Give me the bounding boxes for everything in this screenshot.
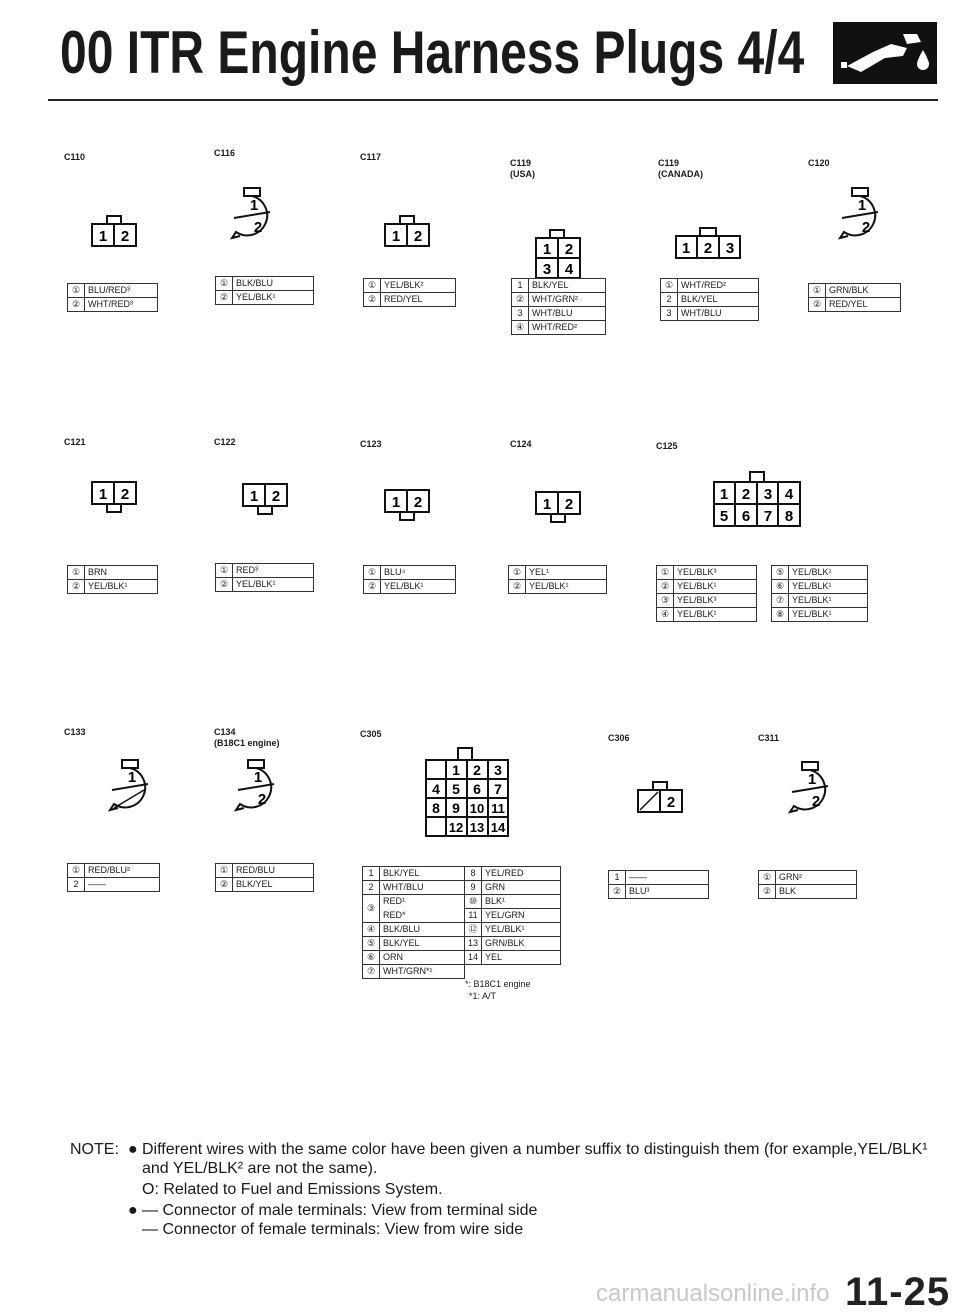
- page-number: 11-25: [845, 1270, 951, 1314]
- pin-label: 2: [120, 228, 130, 245]
- svg-text:1: 1: [452, 762, 460, 778]
- c305-footnote-at: *1: A/T: [469, 991, 497, 1001]
- table-row: ① GRN/BLK: [809, 284, 901, 298]
- svg-text:2: 2: [564, 496, 574, 513]
- connector-c306-diagram: [636, 780, 696, 820]
- table-row: ① BLK/BLU: [216, 277, 314, 291]
- svg-text:1: 1: [249, 488, 259, 505]
- connector-c133-wires: [67, 863, 160, 892]
- connector-c134-diagram: [226, 758, 286, 818]
- svg-text:2: 2: [120, 486, 130, 503]
- note-row: [70, 1201, 928, 1220]
- connector-c119-canada-diagram: [674, 226, 746, 266]
- table-row: ② BLK: [759, 885, 857, 899]
- connector-c134-wires: [215, 863, 314, 892]
- note-text: O: Related to Fuel and Emissions System.: [142, 1181, 443, 1198]
- svg-text:4: 4: [564, 261, 574, 278]
- connector-c117-wires: [363, 278, 456, 307]
- svg-text:9: 9: [452, 800, 460, 816]
- connector-name: C120: [808, 158, 830, 168]
- connector-c116-wires: [215, 276, 314, 305]
- table-row: ② YEL/BLK¹: [364, 580, 456, 594]
- note-row: [70, 1220, 928, 1239]
- table-row: ⑦ WHT/GRN*¹: [363, 965, 561, 979]
- bullet-icon: ●: [128, 1202, 138, 1219]
- table-row: ① RED/BLU: [216, 864, 314, 878]
- page-title: 00 ITR Engine Harness Plugs 4/4: [60, 19, 805, 86]
- table-row: ③ RED¹ ⑩ BLK¹: [363, 895, 561, 909]
- table-row: 1 BLK/YEL: [512, 279, 606, 293]
- connector-c116-diagram: [222, 186, 282, 246]
- connector-c120-diagram: [830, 186, 890, 246]
- table-row: ① RED/BLU²: [68, 864, 160, 878]
- note-text: and YEL/BLK² are not the same).: [142, 1160, 378, 1177]
- table-row: ⑥ ORN 14 YEL: [363, 951, 561, 965]
- connector-name: C116: [214, 148, 236, 158]
- svg-text:2: 2: [666, 794, 676, 811]
- table-row: ① GRN²: [759, 871, 857, 885]
- svg-text:8: 8: [432, 800, 440, 816]
- connector-c311-wires: [758, 870, 857, 899]
- connector-c125-diagram: [710, 470, 806, 532]
- table-row: 3 WHT/BLU: [661, 307, 759, 321]
- svg-text:1: 1: [391, 228, 401, 245]
- table-row: 3 WHT/BLU: [512, 307, 606, 321]
- table-row: ② WHT/RED³: [68, 298, 158, 312]
- table-row: ② BLK/YEL: [216, 878, 314, 892]
- svg-text:12: 12: [448, 820, 464, 835]
- table-row: 1 BLK/YEL 8 YEL/RED: [363, 867, 561, 881]
- table-row: ② BLU³: [609, 885, 709, 899]
- notes-section: [70, 1140, 928, 1239]
- connector-name: C305: [360, 729, 382, 739]
- connector-name: C306: [608, 733, 630, 743]
- table-row: ② YEL/BLK¹ ⑥ YEL/BLK¹: [657, 580, 868, 594]
- connector-subtitle: (B18C1 engine): [214, 738, 280, 748]
- svg-text:11: 11: [491, 801, 505, 816]
- svg-text:5: 5: [452, 781, 460, 797]
- table-row: ④ YEL/BLK¹ ⑧ YEL/BLK¹: [657, 608, 868, 622]
- svg-text:4: 4: [432, 781, 440, 797]
- svg-text:1: 1: [98, 486, 108, 503]
- svg-text:2: 2: [271, 488, 281, 505]
- note-row: [70, 1159, 928, 1178]
- svg-text:4: 4: [784, 486, 794, 503]
- connector-c306-wires: [608, 870, 709, 899]
- svg-text:1: 1: [719, 486, 729, 503]
- table-row: ③ YEL/BLK³ ⑦ YEL/BLK¹: [657, 594, 868, 608]
- svg-text:6: 6: [741, 508, 751, 525]
- svg-text:8: 8: [784, 508, 794, 525]
- connector-c133-diagram: [100, 758, 160, 818]
- table-row: ⑤ BLK/YEL 13 GRN/BLK: [363, 937, 561, 951]
- table-row: ① WHT/RED²: [661, 279, 759, 293]
- svg-text:2: 2: [413, 494, 423, 511]
- table-row: ① BRN: [68, 566, 158, 580]
- watermark: carmanualsonline.info: [596, 1280, 830, 1307]
- connector-c305-wires: [362, 866, 561, 979]
- table-row: ① YEL/BLK³ ⑤ YEL/BLK¹: [657, 566, 868, 580]
- connector-c120-wires: [808, 283, 901, 312]
- svg-text:1: 1: [857, 197, 867, 214]
- svg-text:14: 14: [490, 820, 506, 835]
- connector-name: C124: [510, 439, 532, 449]
- table-row: 2 ——: [68, 878, 160, 892]
- connector-c110-diagram: [90, 214, 150, 254]
- header-rule: [48, 99, 938, 101]
- table-row: 2 BLK/YEL: [661, 293, 759, 307]
- svg-text:6: 6: [473, 781, 481, 797]
- note-text: Different wires with the same color have been given a number suffix to distinguish them (for example,YEL/BLK¹: [142, 1141, 928, 1158]
- table-row: ① BLU/RED³: [68, 284, 158, 298]
- svg-text:2: 2: [861, 219, 871, 236]
- table-row: ① RED³: [216, 564, 314, 578]
- bullet-icon: ●: [128, 1141, 138, 1158]
- svg-text:2: 2: [253, 219, 263, 236]
- connector-c123-wires: [363, 565, 456, 594]
- svg-text:2: 2: [473, 762, 481, 778]
- connector-c124-wires: [508, 565, 607, 594]
- note-row: [70, 1140, 928, 1159]
- connector-name: C123: [360, 439, 382, 449]
- table-row: ② WHT/GRN²: [512, 293, 606, 307]
- connector-c125-wires: [656, 565, 868, 622]
- svg-text:10: 10: [469, 801, 485, 816]
- svg-text:3: 3: [494, 762, 502, 778]
- note-row: [70, 1180, 928, 1199]
- note-text: — Connector of male terminals: View from terminal side: [142, 1202, 538, 1219]
- svg-text:7: 7: [763, 508, 773, 525]
- note-label: NOTE:: [70, 1141, 119, 1158]
- connector-name: C119 (USA): [510, 158, 535, 179]
- table-row: ④ WHT/RED²: [512, 321, 606, 335]
- connector-name: C125: [656, 441, 678, 451]
- connector-subtitle: (USA): [510, 169, 535, 179]
- svg-text:1: 1: [127, 769, 137, 786]
- fuel-nozzle-icon: [833, 22, 937, 84]
- svg-text:2: 2: [703, 240, 713, 257]
- table-row: ② YEL/BLK¹: [216, 578, 314, 592]
- svg-text:13: 13: [469, 820, 485, 835]
- connector-name: C121: [64, 437, 86, 447]
- svg-text:2: 2: [413, 228, 423, 245]
- connector-c305-diagram: [420, 746, 516, 840]
- table-row: ② RED/YEL: [809, 298, 901, 312]
- connector-c122-wires: [215, 563, 314, 592]
- table-row: 2 WHT/BLU 9 GRN: [363, 881, 561, 895]
- svg-text:2: 2: [741, 486, 751, 503]
- connector-c117-diagram: [383, 214, 443, 254]
- table-row: ② YEL/BLK¹: [68, 580, 158, 594]
- table-row: ① BLU⁴: [364, 566, 456, 580]
- table-row: ② YEL/BLK¹: [509, 580, 607, 594]
- table-row: ② RED/YEL: [364, 293, 456, 307]
- connector-c119-canada-wires: [660, 278, 759, 321]
- connector-name: C133: [64, 727, 86, 737]
- connector-name: C134 (B18C1 engine): [214, 727, 280, 748]
- note-text: — Connector of female terminals: View from wire side: [142, 1221, 524, 1238]
- svg-text:3: 3: [725, 240, 735, 257]
- svg-text:3: 3: [763, 486, 773, 503]
- connector-c122-diagram: [241, 482, 301, 522]
- connector-c119-usa-wires: [511, 278, 606, 335]
- connector-name: C119 (CANADA): [658, 158, 703, 179]
- svg-text:1: 1: [542, 241, 552, 258]
- connector-c124-diagram: [534, 490, 594, 530]
- connector-c311-diagram: [780, 760, 840, 820]
- svg-text:3: 3: [542, 261, 552, 278]
- svg-text:2: 2: [257, 791, 267, 808]
- connector-name: C110: [64, 152, 86, 162]
- svg-text:5: 5: [719, 508, 729, 525]
- c305-footnote-engine: *: B18C1 engine: [465, 979, 531, 989]
- table-row: ② YEL/BLK¹: [216, 291, 314, 305]
- table-row: 1 ——: [609, 871, 709, 885]
- connector-name: C311: [758, 733, 780, 743]
- connector-subtitle: (CANADA): [658, 169, 703, 179]
- connector-c121-wires: [67, 565, 158, 594]
- svg-text:1: 1: [391, 494, 401, 511]
- table-row: RED* 11 YEL/GRN: [363, 909, 561, 923]
- table-row: ① YEL/BLK²: [364, 279, 456, 293]
- svg-text:1: 1: [542, 496, 552, 513]
- table-row: ④ BLK/BLU ⑫ YEL/BLK¹: [363, 923, 561, 937]
- pin-label: 1: [98, 228, 108, 245]
- table-row: ① YEL¹: [509, 566, 607, 580]
- svg-text:7: 7: [494, 781, 502, 797]
- connector-c121-diagram: [90, 480, 150, 520]
- svg-text:2: 2: [564, 241, 574, 258]
- connector-c123-diagram: [383, 488, 443, 528]
- svg-text:2: 2: [811, 793, 821, 810]
- svg-text:1: 1: [807, 771, 817, 788]
- svg-text:1: 1: [253, 769, 263, 786]
- svg-text:1: 1: [249, 197, 259, 214]
- connector-c110-wires: [67, 283, 158, 312]
- connector-name: C117: [360, 152, 382, 162]
- svg-text:1: 1: [681, 240, 691, 257]
- connector-name: C122: [214, 437, 236, 447]
